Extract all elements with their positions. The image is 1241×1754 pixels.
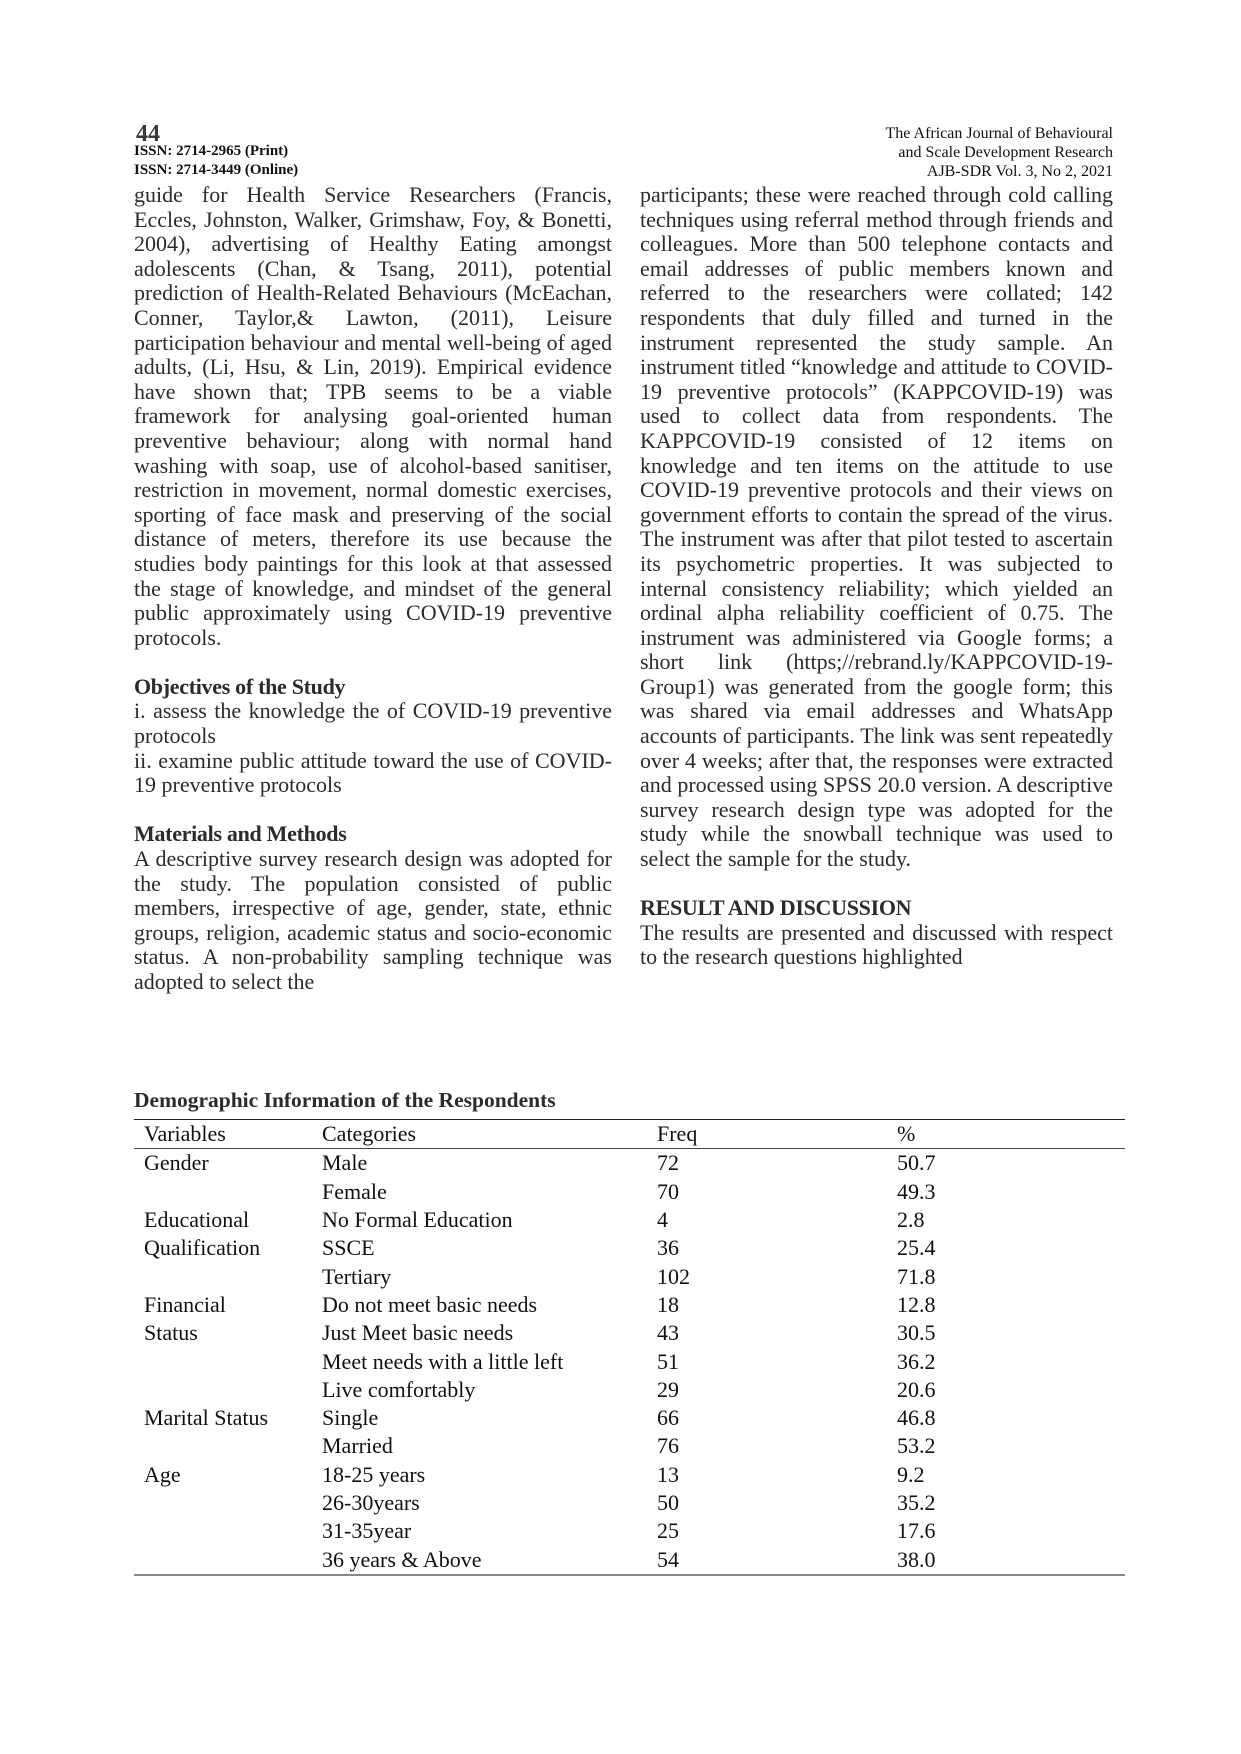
- cell-variable: [134, 1545, 312, 1574]
- cell-percent: 35.2: [897, 1490, 936, 1515]
- cell-category: Live comfortably: [322, 1376, 476, 1402]
- table-row: [134, 1432, 1125, 1460]
- table-row: [134, 1376, 1125, 1404]
- cell-variable: Qualification: [144, 1235, 261, 1261]
- spacer: [134, 650, 612, 675]
- table-row: [134, 1489, 1125, 1517]
- spacer: [134, 798, 612, 823]
- table-body: [134, 1149, 1125, 1575]
- header-variables: Variables: [144, 1121, 226, 1147]
- demographics-table: [134, 1119, 1125, 1576]
- cell-percent: 71.8: [897, 1263, 936, 1289]
- objective-item: ii. examine public attitude toward the use of COVID-19 preventive protocols: [134, 747, 612, 798]
- cell-variable: Gender: [144, 1150, 209, 1176]
- left-column: [134, 183, 612, 995]
- cell-variable: [134, 1262, 312, 1290]
- cell-variable: [134, 1432, 312, 1460]
- cell-freq: 72: [657, 1150, 679, 1176]
- issn-print: ISSN: 2714-2965 (Print): [134, 143, 289, 159]
- cell-variable: Age: [144, 1461, 181, 1487]
- cell-freq: 76: [657, 1433, 679, 1459]
- cell-category: Meet needs with a little left: [322, 1348, 564, 1374]
- cell-category: Do not meet basic needs: [322, 1291, 538, 1317]
- cell-variable: [134, 1347, 312, 1375]
- table-row: [134, 1404, 1125, 1432]
- cell-freq: 70: [657, 1178, 679, 1204]
- table-header-row: [134, 1120, 1125, 1149]
- spacer: [640, 872, 1113, 897]
- cell-percent: 53.2: [897, 1433, 936, 1459]
- cell-percent: 12.8: [897, 1291, 936, 1317]
- cell-freq: 18: [657, 1291, 679, 1317]
- cell-percent: 46.8: [897, 1405, 936, 1431]
- page-number: 44: [136, 121, 160, 147]
- table-row: [134, 1347, 1125, 1375]
- cell-category: 31-35year: [322, 1518, 412, 1544]
- journal-header: [886, 124, 1113, 181]
- table-row: [134, 1545, 1125, 1574]
- cell-freq: 36: [657, 1235, 679, 1261]
- cell-category: Female: [322, 1178, 387, 1204]
- cell-freq: 54: [657, 1546, 679, 1572]
- cell-freq: 66: [657, 1405, 679, 1431]
- cell-percent: 36.2: [897, 1348, 936, 1374]
- cell-category: Married: [322, 1433, 393, 1459]
- objective-item: i. assess the knowledge the of COVID-19 preventive protocols: [134, 698, 612, 749]
- cell-percent: 30.5: [897, 1320, 936, 1346]
- table-row: [134, 1461, 1125, 1489]
- cell-variable: [134, 1517, 312, 1545]
- table-row: [134, 1149, 1125, 1178]
- cell-percent: 25.4: [897, 1235, 936, 1261]
- cell-category: Male: [322, 1150, 368, 1176]
- cell-category: Single: [322, 1405, 379, 1431]
- cell-freq: 43: [657, 1320, 679, 1346]
- table-row: [134, 1262, 1125, 1290]
- cell-variable: Financial: [144, 1291, 226, 1317]
- cell-variable: [134, 1178, 312, 1206]
- cell-variable: Educational: [144, 1207, 250, 1233]
- cell-percent: 9.2: [897, 1461, 925, 1487]
- cell-variable: [134, 1376, 312, 1404]
- cell-percent: 20.6: [897, 1376, 936, 1402]
- cell-freq: 50: [657, 1490, 679, 1515]
- header-categories: Categories: [322, 1121, 417, 1147]
- cell-variable: [134, 1489, 312, 1517]
- journal-title-line1: The African Journal of Behavioural: [885, 125, 1113, 142]
- cell-freq: 4: [657, 1207, 668, 1233]
- table-row: [134, 1206, 1125, 1234]
- cell-category: 26-30years: [322, 1490, 420, 1515]
- cell-variable: Status: [144, 1320, 198, 1346]
- journal-title-line2: and Scale Development Research: [898, 144, 1113, 161]
- table-row: [134, 1234, 1125, 1262]
- cell-category: No Formal Education: [322, 1207, 513, 1233]
- header-freq: Freq: [657, 1121, 698, 1147]
- cell-category: Just Meet basic needs: [322, 1320, 514, 1346]
- cell-category: 36 years & Above: [322, 1546, 482, 1572]
- cell-category: Tertiary: [322, 1263, 392, 1289]
- cell-category: 18-25 years: [322, 1461, 426, 1487]
- journal-volume: AJB-SDR Vol. 3, No 2, 2021: [926, 163, 1113, 180]
- objectives-heading: Objectives of the Study: [134, 673, 346, 699]
- cell-category: SSCE: [322, 1235, 375, 1261]
- cell-percent: 49.3: [897, 1178, 936, 1204]
- cell-percent: 50.7: [897, 1150, 936, 1176]
- intro-paragraph: guide for Health Service Researchers (Francis, Eccles, Johnston, Walker, Grimshaw, Foy, & Bonetti, 2004), advertising of Healthy Eating amongst adolescents (Chan, & Tsang, 2011), potential prediction of Health-Related Behaviours (McEachan, Conner, Taylor,& Lawton, (2011), Leisure participation behaviour and mental well-being of aged adults, (Li, Hsu, & Lin, 2019). Empirical evidence have shown that; TPB seems to be a viable framework for analysing goal-oriented human preventive behaviour; along with normal hand washing with soap, use of alcohol-based sanitiser, restriction in movement, normal domestic exercises, sporting of face mask and preserving of the social distance of meters, therefore its use because the studies body paintings for this look at that assessed the stage of knowledge, and mindset of the general public approximately using COVID-19 preventive protocols.: [134, 182, 612, 650]
- cell-variable: Marital Status: [144, 1405, 269, 1431]
- cell-freq: 25: [657, 1518, 679, 1544]
- table-row: [134, 1319, 1125, 1347]
- methods-paragraph: A descriptive survey research design was adopted for the study. The population consisted of public members, irrespective of age, gender, state, ethnic groups, religion, academic status and socio-economic status. A non-probability sampling technique was adopted to select the: [134, 846, 612, 994]
- cell-freq: 102: [657, 1263, 690, 1289]
- methods-continued-paragraph: participants; these were reached through cold calling techniques using referral method through friends and colleagues. More than 500 telephone contacts and email addresses of public members known and referred to the researchers were collated; 142 respondents that duly filled and turned in the instrument represented the study sample. An instrument titled “knowledge and attitude to COVID-19 preventive protocols” (KAPPCOVID-19) was used to collect data from respondents. The KAPPCOVID-19 consisted of 12 items on knowledge and ten items on the attitude to use COVID-19 preventive protocols and their views on government efforts to contain the spread of the virus. The instrument was after that pilot tested to ascertain its psychometric properties. It was subjected to internal consistency reliability; which yielded an ordinal alpha reliability coefficient of 0.75. The instrument was administered via Google forms; a short link (https;//rebrand.ly/KAPPCOVID-19-Group1) was generated from the google form; this was shared via email addresses and WhatsApp accounts of participants. The link was sent repeatedly over 4 weeks; after that, the responses were extracted and processed using SPSS 20.0 version. A descriptive survey research design type was adopted for the study while the snowball technique was used to select the sample for the study.: [640, 182, 1113, 872]
- issn-online: ISSN: 2714-3449 (Online): [134, 162, 299, 178]
- cell-freq: 29: [657, 1376, 679, 1402]
- cell-percent: 38.0: [897, 1546, 936, 1572]
- right-column: [640, 183, 1113, 970]
- table-row: [134, 1291, 1125, 1319]
- header-percent: %: [897, 1121, 916, 1147]
- table-title: Demographic Information of the Respondents: [134, 1088, 556, 1112]
- results-heading: RESULT AND DISCUSSION: [640, 895, 912, 921]
- cell-freq: 51: [657, 1348, 679, 1374]
- cell-freq: 13: [657, 1461, 679, 1487]
- cell-percent: 17.6: [897, 1518, 936, 1544]
- table-row: [134, 1517, 1125, 1545]
- methods-heading: Materials and Methods: [134, 821, 347, 847]
- cell-percent: 2.8: [897, 1207, 925, 1233]
- table-row: [134, 1178, 1125, 1206]
- results-paragraph: The results are presented and discussed with respect to the research questions highlighted: [640, 919, 1113, 970]
